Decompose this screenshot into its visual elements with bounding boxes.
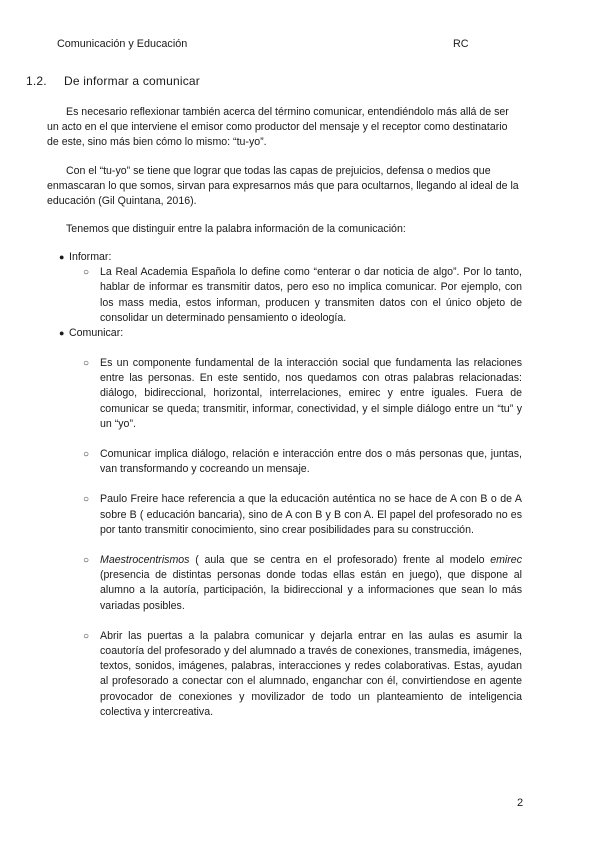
section-title: De informar a comunicar <box>64 74 200 88</box>
spacer <box>47 538 522 553</box>
comunicar-item-3: Paulo Freire hace referencia a que la educación auténtica no se hace de A con B o de A sobre B ( educación bancaria), sino de A con B y B con A. El papel del profesorado no es por tanto transmitir conocimiento, sino crear posibilidades para su construcción. <box>100 493 522 536</box>
spacer <box>47 432 522 447</box>
header-initials: RC <box>453 38 469 50</box>
list-item <box>47 629 522 720</box>
list-item <box>47 265 522 326</box>
sub-list-comunicar <box>47 356 522 720</box>
term-maestrocentrismos: Maestrocentrismos <box>100 554 190 567</box>
list-item <box>47 356 522 432</box>
list-item <box>47 553 522 614</box>
list-item <box>47 326 522 341</box>
informar-item-text: La Real Academia Española lo define como “enterar o dar noticia de algo”. Por lo tanto, hablar de informar es transmitir datos, pero eso no implica comunicar. Por ejemplo, con los mass media, estos informan, producen y transmiten datos con el único objeto de consolidar un determinado pensamiento o ideología. <box>100 266 522 324</box>
bullet-circle-icon: ○ <box>83 267 90 279</box>
header-title: Comunicación y Educación <box>57 38 188 50</box>
item-4-text-b: (presencia de distintas personas donde todas ellas están en juego), que dispone al alumno a la autoría, participación, la bidireccional y a informaciones que sean lo más variadas posibles. <box>100 569 522 612</box>
bullet-label-informar: Informar: <box>69 251 112 263</box>
bullet-circle-icon: ○ <box>83 494 90 506</box>
paragraph-2: Con el “tu-yo” se tiene que lograr que todas las capas de prejuicios, defensa o medios que enmascaran lo que somos, sirvan para expresarnos más que para ocultarnos, llegando al ideal de la educación (Gil Quintana, 2016). <box>47 165 519 208</box>
item-4-text-a: ( aula que se centra en el profesorado) frente al modelo <box>189 554 491 567</box>
spacer <box>47 477 522 492</box>
list-item <box>47 447 522 477</box>
list-item <box>47 492 522 538</box>
comunicar-item-2: Comunicar implica diálogo, relación e interacción entre dos o más personas que, juntas, van transformando y cocreando un mensaje. <box>100 448 522 476</box>
page-number: 2 <box>517 797 524 809</box>
comunicar-item-4 <box>100 554 522 612</box>
sub-list <box>69 265 522 326</box>
paragraph-3: Tenemos que distinguir entre la palabra información de la comunicación: <box>66 223 406 235</box>
section-number: 1.2. <box>26 74 47 88</box>
bullet-dot-icon: ● <box>59 252 65 262</box>
bullet-dot-icon: ● <box>59 328 65 339</box>
bullet-label-comunicar: Comunicar: <box>69 327 124 340</box>
comunicar-item-1: Es un componente fundamental de la interacción social que fundamenta las relaciones entre las personas. En este sentido, nos quedamos con otras palabras relacionadas: diálogo, bidireccional, horizontal, interrelaciones, emirec y entre iguales. Fuera de comunicar se queda; transmitir, informar, conectividad, y el simple diálogo entre un “tu” y un “yo”. <box>100 357 522 430</box>
term-emirec: emirec <box>490 554 522 567</box>
comunicar-item-5: Abrir las puertas a la palabra comunicar y dejarla entrar en las aulas es asumir la coautoría del profesorado y del alumnado a través de conexiones, transmedia, imágenes, textos, sonidos, imágenes, palabras, interacciones y redes colaborativas. Estas, ayudan al profesorado a conectar con el alumnado, enganchar con él, convirtiendose en agente provocador de conexiones y movilizador de todo un planteamiento de inteligencia colectiva y intercreativa. <box>100 629 522 718</box>
paragraph-1: Es necesario reflexionar también acerca del término comunicar, entendiéndolo más allá de ser un acto en el que interviene el emisor como productor del mensaje y el receptor como destinatario de este, sino más bien cómo lo mismo: “tu-yo”. <box>47 106 509 149</box>
bullet-circle-icon: ○ <box>83 555 90 567</box>
bullet-circle-icon: ○ <box>83 358 90 369</box>
bullet-list-informar <box>47 250 522 341</box>
bullet-circle-icon: ○ <box>83 449 90 461</box>
bullet-circle-icon: ○ <box>83 630 90 642</box>
spacer <box>47 614 522 629</box>
section-heading <box>26 74 200 89</box>
list-item <box>47 250 522 326</box>
